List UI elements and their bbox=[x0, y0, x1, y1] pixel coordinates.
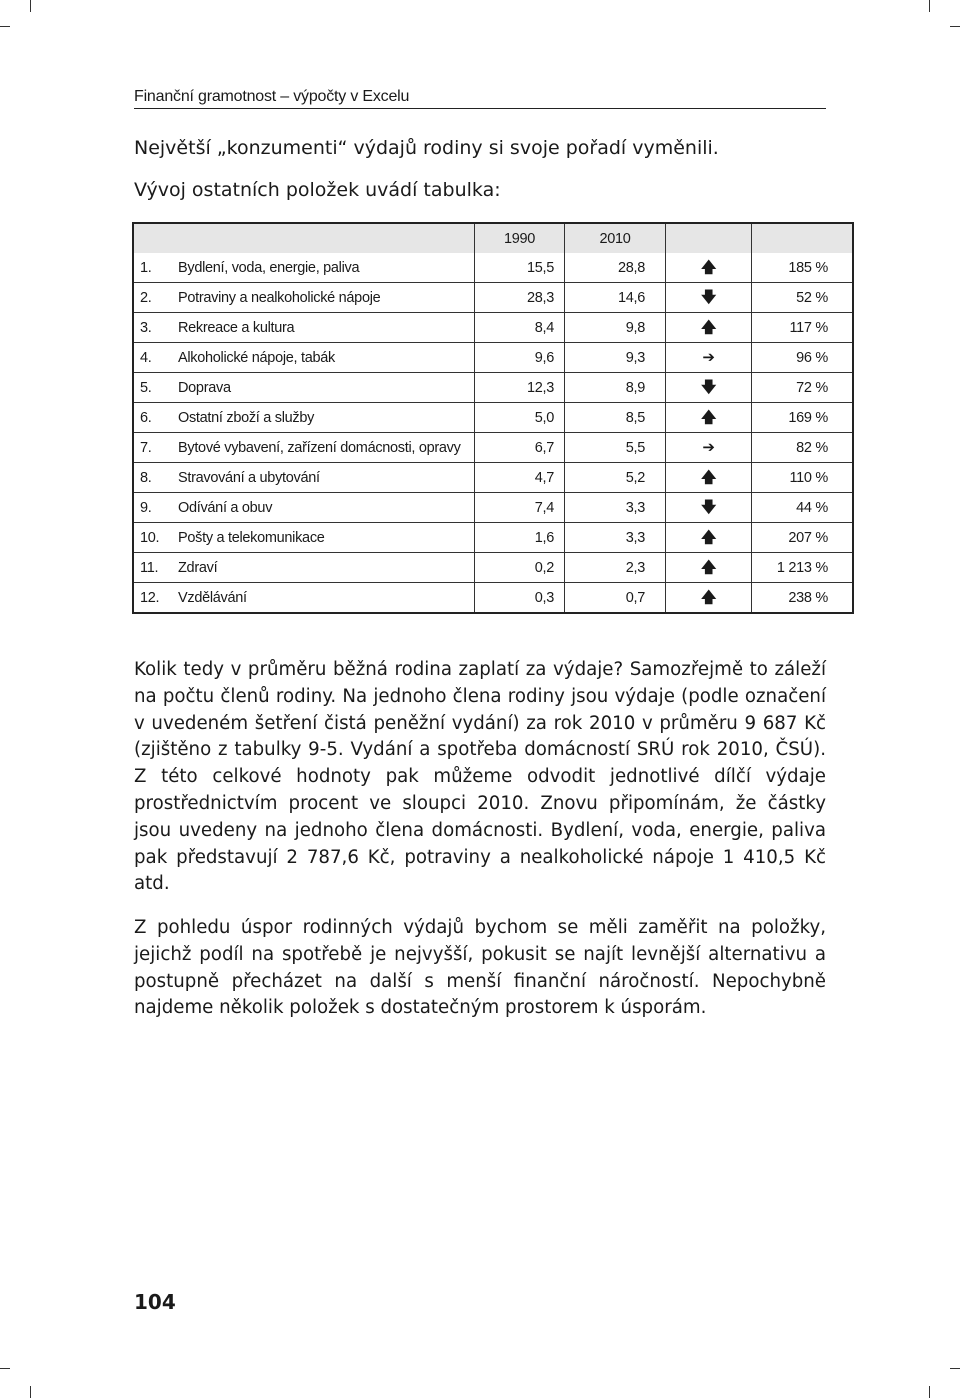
row-number: 4. bbox=[133, 343, 174, 373]
row-value-2010: 5,5 bbox=[565, 433, 666, 463]
row-value-2010: 9,8 bbox=[565, 313, 666, 343]
row-percent: 96 % bbox=[752, 343, 854, 373]
paragraph-2: Z pohledu úspor rodinných výdajů bychom se měli zaměřit na položky, jejichž podíl na spotřebě je nejvyšší, pokusit se najít levnější alternativu a postupně přecházet na další s menší finanční náročností. Nepochybně najdeme několik položek s dostatečným prostorem k úsporám. bbox=[134, 917, 826, 1019]
row-value-1990: 0,2 bbox=[475, 553, 565, 583]
arrow-up-icon: 🡅 bbox=[700, 407, 717, 426]
row-percent: 110 % bbox=[752, 463, 854, 493]
row-category: Odívání a obuv bbox=[174, 493, 475, 523]
row-number: 10. bbox=[133, 523, 174, 553]
header-cell-no bbox=[133, 223, 174, 253]
arrow-up-icon: 🡅 bbox=[700, 257, 717, 276]
crop-mark bbox=[950, 26, 960, 27]
row-value-1990: 9,6 bbox=[475, 343, 565, 373]
row-trend bbox=[666, 373, 752, 403]
row-value-2010: 2,3 bbox=[565, 553, 666, 583]
table-row bbox=[133, 433, 853, 463]
crop-mark bbox=[0, 26, 10, 27]
row-percent: 52 % bbox=[752, 283, 854, 313]
arrow-down-icon: 🡇 bbox=[700, 287, 717, 306]
page-number: 104 bbox=[134, 1290, 176, 1314]
crop-mark bbox=[929, 1386, 930, 1398]
crop-mark bbox=[30, 0, 31, 12]
row-trend bbox=[666, 523, 752, 553]
row-trend bbox=[666, 463, 752, 493]
row-percent: 117 % bbox=[752, 313, 854, 343]
arrow-up-icon: 🡅 bbox=[700, 527, 717, 546]
row-trend bbox=[666, 283, 752, 313]
header-cell-trend bbox=[666, 223, 752, 253]
table-row bbox=[133, 583, 853, 614]
row-category: Bydlení, voda, energie, paliva bbox=[178, 259, 360, 276]
row-percent: 1 213 % bbox=[752, 553, 854, 583]
table-body bbox=[133, 253, 853, 613]
row-percent: 238 % bbox=[752, 583, 854, 614]
row-value-2010: 28,8 bbox=[565, 253, 666, 283]
row-value-2010: 0,7 bbox=[565, 583, 666, 614]
row-number: 2. bbox=[133, 283, 174, 313]
row-value-1990: 28,3 bbox=[475, 283, 565, 313]
row-percent: 169 % bbox=[752, 403, 854, 433]
header-cell-percent bbox=[752, 223, 854, 253]
row-category: Ostatní zboží a služby bbox=[174, 403, 475, 433]
row-value-2010: 8,9 bbox=[565, 373, 666, 403]
row-value-1990: 8,4 bbox=[475, 313, 565, 343]
crop-mark bbox=[950, 1368, 960, 1369]
arrow-up-icon: 🡅 bbox=[700, 317, 717, 336]
table-row bbox=[133, 313, 853, 343]
row-trend bbox=[666, 253, 752, 283]
row-percent: 185 % bbox=[752, 253, 854, 283]
row-value-1990: 0,3 bbox=[475, 583, 565, 614]
row-trend bbox=[666, 403, 752, 433]
row-category: Alkoholické nápoje, tabák bbox=[174, 343, 475, 373]
arrow-flat-icon: ➔ bbox=[702, 347, 715, 366]
crop-mark bbox=[0, 1368, 10, 1369]
row-number: 3. bbox=[133, 313, 174, 343]
row-category: Vzdělávání bbox=[174, 583, 475, 614]
table-row bbox=[133, 463, 853, 493]
arrow-up-icon: 🡅 bbox=[700, 587, 717, 606]
table-row bbox=[133, 493, 853, 523]
table-row bbox=[133, 403, 853, 433]
row-trend bbox=[666, 493, 752, 523]
row-number: 1. bbox=[140, 259, 152, 276]
table-row bbox=[133, 283, 853, 313]
row-value-1990: 5,0 bbox=[475, 403, 565, 433]
expense-table bbox=[132, 222, 854, 614]
row-number: 7. bbox=[133, 433, 174, 463]
row-category: Bytové vybavení, zařízení domácnosti, opravy bbox=[174, 433, 475, 463]
row-value-2010: 3,3 bbox=[565, 523, 666, 553]
row-value-1990: 6,7 bbox=[475, 433, 565, 463]
row-trend bbox=[666, 583, 752, 614]
row-value-1990: 4,7 bbox=[475, 463, 565, 493]
intro-line-2: Vývoj ostatních položek uvádí tabulka: bbox=[134, 179, 501, 201]
running-header: Finanční gramotnost – výpočty v Excelu bbox=[134, 88, 826, 109]
row-number: 6. bbox=[133, 403, 174, 433]
table-row bbox=[133, 373, 853, 403]
row-percent: 44 % bbox=[752, 493, 854, 523]
intro-line-1: Největší „konzumenti“ výdajů rodiny si svoje pořadí vyměnili. bbox=[134, 137, 719, 159]
row-trend bbox=[666, 433, 752, 463]
paragraph-1: Kolik tedy v průměru běžná rodina zaplatí za výdaje? Samozřejmě to záleží na počtu členů rodiny. Na jednoho člena rodiny jsou výdaje (podle označení v uvedeném šetření čistá peněžní vydání) za rok 2010 v průměru 9 687 Kč (zjištěno z tabulky 9-5. Vydání a spotřeba domácností SRÚ rok 2010, ČSÚ). Z této celkové hodnoty pak můžeme odvodit jednotlivé dílčí výdaje prostřednictvím procent ve sloupci 2010. Znovu připomínám, že částky jsou uvedeny na jednoho člena domácnosti. Bydlení, voda, energie, paliva pak představují 2 787,6 Kč, potraviny a nealkoholické nápoje 1 410,5 Kč atd. bbox=[134, 659, 826, 895]
row-value-1990: 7,4 bbox=[475, 493, 565, 523]
crop-mark bbox=[30, 1386, 31, 1398]
row-percent: 207 % bbox=[752, 523, 854, 553]
table-row bbox=[133, 553, 853, 583]
row-number: 5. bbox=[133, 373, 174, 403]
row-number: 11. bbox=[133, 553, 174, 583]
row-trend bbox=[666, 343, 752, 373]
arrow-flat-icon: ➔ bbox=[702, 437, 715, 456]
header-cell-2010: 2010 bbox=[565, 223, 666, 253]
row-value-1990: 15,5 bbox=[475, 253, 565, 283]
crop-mark bbox=[929, 0, 930, 12]
row-value-2010: 3,3 bbox=[565, 493, 666, 523]
header-cell-name bbox=[174, 223, 475, 253]
row-category: Potraviny a nealkoholické nápoje bbox=[174, 283, 475, 313]
row-category: Pošty a telekomunikace bbox=[174, 523, 475, 553]
row-number: 9. bbox=[133, 493, 174, 523]
row-category: Doprava bbox=[174, 373, 475, 403]
row-trend bbox=[666, 313, 752, 343]
row-value-1990: 1,6 bbox=[475, 523, 565, 553]
row-value-2010: 8,5 bbox=[565, 403, 666, 433]
row-value-2010: 9,3 bbox=[565, 343, 666, 373]
row-percent: 72 % bbox=[752, 373, 854, 403]
row-value-1990: 12,3 bbox=[475, 373, 565, 403]
arrow-up-icon: 🡅 bbox=[700, 467, 717, 486]
row-category: Zdraví bbox=[174, 553, 475, 583]
row-value-2010: 14,6 bbox=[565, 283, 666, 313]
table-header-row bbox=[133, 223, 853, 253]
header-cell-1990: 1990 bbox=[475, 223, 565, 253]
arrow-down-icon: 🡇 bbox=[700, 377, 717, 396]
row-trend bbox=[666, 553, 752, 583]
table-row bbox=[133, 343, 853, 373]
table-row bbox=[133, 253, 853, 283]
row-category: Stravování a ubytování bbox=[174, 463, 475, 493]
row-percent: 82 % bbox=[752, 433, 854, 463]
table-row bbox=[133, 523, 853, 553]
row-number: 12. bbox=[133, 583, 174, 614]
row-value-2010: 5,2 bbox=[565, 463, 666, 493]
row-category: Rekreace a kultura bbox=[174, 313, 475, 343]
row-number: 8. bbox=[133, 463, 174, 493]
arrow-up-icon: 🡅 bbox=[700, 557, 717, 576]
arrow-down-icon: 🡇 bbox=[700, 497, 717, 516]
